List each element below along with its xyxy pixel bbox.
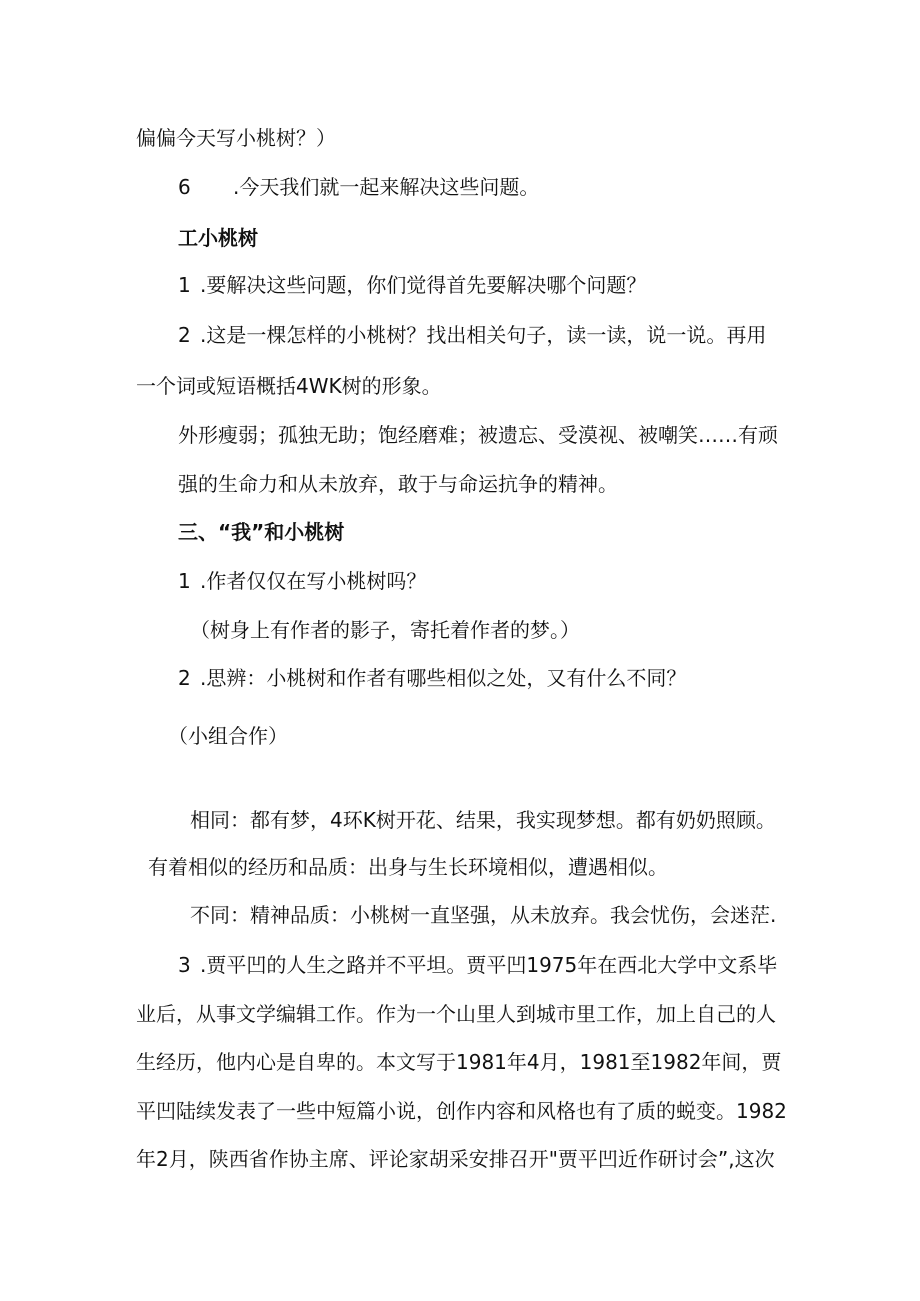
text-line: 相同：都有梦，4环K树开花、结果，我实现梦想。都有奶奶照顾。 — [190, 808, 776, 832]
item-number: 3 — [178, 953, 191, 977]
text-line: 外形瘦弱；孤独无助；饱经磨难；被遗忘、受漠视、被嘲笑……有顽 — [178, 423, 778, 447]
item-text: .今天我们就一起来解决这些问题。 — [233, 175, 540, 199]
text-line: 偏偏今天写小桃树？） — [136, 126, 336, 150]
text-line: 平凹陆续发表了一些中短篇小说，创作内容和风格也有了质的蜕变。1982 — [136, 1099, 787, 1123]
section-heading: 三、“我”和小桃树 — [178, 520, 345, 544]
item-text: .这是一棵怎样的小桃树？找出相关句子，读一读，说一说。再用 — [200, 323, 767, 347]
text-line: 一个词或短语概括4WK树的形象。 — [136, 374, 442, 398]
item-number: 1 — [178, 273, 191, 297]
item-number: 1 — [178, 569, 191, 593]
numbered-item — [178, 321, 766, 349]
item-text: .要解决这些问题，你们觉得首先要解决哪个问题？ — [200, 273, 647, 297]
item-number: 6 — [178, 175, 191, 199]
text-line: （树身上有作者的影子，寄托着作者的梦。） — [190, 618, 580, 642]
item-text: .贾平凹的人生之路并不平坦。贾平凹1975年在西北大学中文系毕 — [200, 953, 778, 977]
text-line: （小组合作） — [168, 724, 288, 748]
text-line: 不同：精神品质：小桃树一直坚强，从未放弃。我会忧伤，会迷茫. — [190, 903, 777, 927]
text-line: 有着相似的经历和品质：出身与生长环境相似，遭遇相似。 — [148, 855, 668, 879]
item-text: .作者仅仅在写小桃树吗？ — [200, 569, 427, 593]
section-heading: 工小桃树 — [178, 226, 258, 250]
item-number: 2 — [178, 666, 191, 690]
text-line: 年2月，陕西省作协主席、评论家胡采安排召开"贾平凹近作研讨会”,这次 — [136, 1147, 775, 1171]
text-line: 强的生命力和从未放弃，敢于与命运抗争的精神。 — [178, 472, 618, 496]
text-line: 业后，从事文学编辑工作。作为一个山里人到城市里工作，加上自己的人 — [136, 1002, 776, 1026]
numbered-item — [178, 567, 426, 595]
numbered-item — [178, 173, 539, 201]
text-line: 生经历，他内心是自卑的。本文写于1981年4月，1981至1982年间，贾 — [136, 1050, 782, 1074]
numbered-item — [178, 271, 646, 299]
item-number: 2 — [178, 323, 191, 347]
numbered-item — [178, 664, 686, 692]
numbered-item — [178, 951, 777, 979]
item-text: .思辨：小桃树和作者有哪些相似之处，又有什么不同？ — [200, 666, 687, 690]
